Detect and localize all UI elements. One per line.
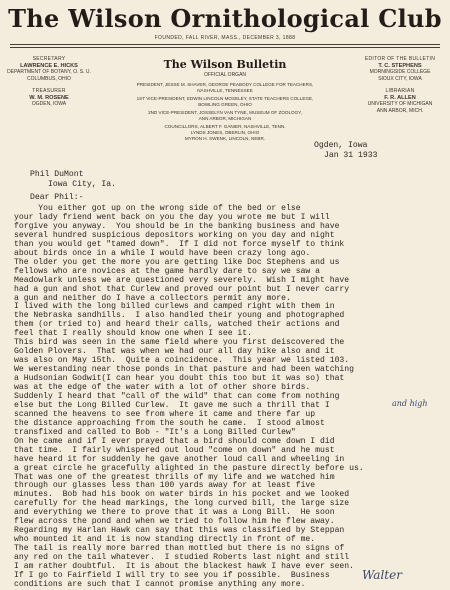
body-line: carefully for the head markings, the long curved bill, the large size bbox=[14, 499, 350, 509]
body-line: If I go to Fairfield I will try to see you if possible. Business bbox=[14, 570, 330, 580]
body-line: your lady friend went back on you the day you wrote me but I will bbox=[14, 212, 330, 222]
secretary-name: LAWRENCE E. HICKS bbox=[20, 62, 78, 69]
body-line: that time. I fairly whispered out loud "come on down" and he must bbox=[14, 445, 335, 455]
body-line: Golden Plovers. That was when we had our all day hike also and it bbox=[14, 347, 335, 357]
editor-org: MORNINGSIDE COLLEGE bbox=[369, 69, 431, 75]
body-line: and everything we there to prove that it was a Long Bill. He soon bbox=[14, 508, 335, 518]
body-line: else but the Long Billed Curlew. It gave me such a thrill that I bbox=[14, 400, 330, 410]
officer-line: MYRON H. SWENK, LINCOLN, NEBR. bbox=[184, 136, 266, 141]
body-line: a great circle he gracefully alighted in the pasture directly before us. bbox=[14, 463, 364, 473]
secretary-city: COLUMBUS, OHIO bbox=[27, 75, 71, 82]
body-line: The tail is really more barred than mottled but there is no signs of bbox=[14, 544, 345, 554]
body-line: Suddenly I heard that "call of the wild" that can come from nothing bbox=[14, 391, 340, 401]
officer-line: 2ND VICE-PRESIDENT, JOSSELYN VAN TYNE, MUSEUM OF ZOOLOGY, bbox=[148, 110, 302, 115]
body-line: was at the edge of the water with a lot of other shore birds. bbox=[14, 383, 311, 392]
letter-date: Jan 31 1933 bbox=[324, 151, 378, 160]
body-line: than you would get "tamed down". If I did not force myself to think bbox=[14, 239, 345, 249]
officer-line: 1ST VICE-PRESIDENT, EDWIN LINCOLN MOSELEY, STATE TEACHERS COLLEGE, bbox=[136, 96, 314, 101]
body-line: This bird was seen in the same field where you first deiscovered the bbox=[14, 338, 345, 348]
body-line: fellows who are novices at the game hardly dare to say we saw a bbox=[14, 266, 320, 276]
officer-line: PRESIDENT, JESSE M. SHAVER, GEORGE PEABODY COLLEGE FOR TEACHERS, bbox=[136, 82, 314, 87]
recipient-city: Iowa City, Ia. bbox=[48, 180, 116, 189]
body-line: The older you get the more you are getting like Doc Stephens and us bbox=[14, 257, 340, 267]
body-line: conditions are such that I cannot promise anything any more. bbox=[14, 579, 306, 589]
body-line: who mounted it and it is now standing directly in front of me. bbox=[14, 535, 316, 545]
body-line: through our glasses less than 100 yards away for at least five bbox=[14, 481, 316, 491]
body-line: I am rather doubtful. It is about the blackest hawk I have ever seen. bbox=[14, 562, 354, 571]
body-line: transfixed and called to Bob - "It's a Long Billed Curlew" bbox=[14, 427, 296, 437]
body-line: about birds once in a while I would have been crazy long ago. bbox=[14, 248, 311, 258]
editor-label: EDITOR OF THE BULLETIN bbox=[364, 56, 436, 62]
treasurer-city: OGDEN, IOWA bbox=[31, 101, 67, 107]
body-line: Meadowlark unless we are questioned very severely. Wish I might have bbox=[14, 275, 350, 285]
body-line: a Hudsonian Godwit(I can hear you doubt this too but it was so) that bbox=[14, 374, 345, 384]
librarian-name: F. R. ALLEN bbox=[384, 94, 416, 101]
body-line: the Nebraska sandhills. I also handled their young and photographed bbox=[14, 311, 345, 321]
officer-line: LYNDS JONES, OBERLIN, OHIO bbox=[190, 130, 260, 135]
body-line: feel that I really should know one when I see it. bbox=[14, 329, 252, 339]
body-line: a gun and neither do I have a collectors permit any more. bbox=[14, 293, 291, 303]
body-line: have heard it for suddenly he gave another loud call and wheeling in bbox=[14, 454, 345, 464]
body-line: scanned the heavens to see from where it came and there far up bbox=[14, 409, 316, 419]
librarian-city: ANN ARBOR, MICH. bbox=[376, 107, 424, 114]
officer-line: COUNCILLORS, ALBERT F. GANIER, NASHVILLE, TENN. bbox=[164, 124, 286, 129]
officer-line: BOWLING GREEN, OHIO bbox=[198, 102, 252, 107]
body-line: I lived with the long billed curlews and camped right with them in bbox=[14, 302, 335, 312]
salutation: Dear Phil:- bbox=[30, 193, 84, 202]
body-line: Regarding my Harlan Hawk can say that this was classified by Steppan bbox=[14, 526, 345, 536]
body-line: several hundred suspicious depositors working on you day and night bbox=[14, 230, 335, 240]
body-line: We werestanding near those ponds in that pasture and had been watching bbox=[14, 365, 354, 375]
librarian-label: LIBRARIAN bbox=[385, 88, 415, 94]
body-line: them (or tried to) and heard their calls, watched their actions and bbox=[14, 320, 340, 330]
handwritten-insert: and high bbox=[392, 399, 428, 408]
header-rule-top bbox=[10, 44, 440, 45]
body-line: forgive you anyway. You should be in the banking business and have bbox=[14, 221, 340, 231]
body-line: had a gun and shot that Curlew and proved our point but I never carry bbox=[14, 284, 350, 294]
body-line: minutes. Bob had his book on water birds in his pocket and we looked bbox=[14, 490, 350, 500]
body-line: You either got up on the wrong side of the bed or else bbox=[14, 204, 301, 213]
treasurer-name: W. M. ROSENE bbox=[29, 94, 69, 101]
body-line: That was one of the greatest thrills of my life and we watched him bbox=[14, 472, 335, 482]
bulletin-title: The Wilson Bulletin bbox=[163, 58, 287, 71]
founded-line: FOUNDED, FALL RIVER, MASS., DECEMBER 3, 1888 bbox=[154, 35, 296, 41]
signature: Walter bbox=[362, 568, 402, 582]
secretary-dept: DEPARTMENT OF BOTANY, O. S. U. bbox=[7, 69, 91, 75]
officer-line: NASHVILLE, TENNESSEE bbox=[197, 88, 253, 93]
officer-line: ANN ARBOR, MICHIGAN bbox=[198, 116, 252, 121]
editor-city: SIOUX CITY, IOWA bbox=[378, 75, 422, 82]
body-line: On he came and if I ever prayed that a bird should come down I did bbox=[14, 436, 335, 446]
treasurer-label: TREASURER bbox=[32, 88, 66, 94]
secretary-label: SECRETARY bbox=[32, 56, 66, 62]
body-line: flew across the pond and when we tried to follow him he flew away. bbox=[14, 517, 335, 527]
club-masthead: The Wilson Ornithological Club bbox=[8, 4, 442, 33]
librarian-org: UNIVERSITY OF MICHIGAN bbox=[367, 101, 433, 107]
recipient-name: Phil DuMont bbox=[30, 170, 84, 179]
editor-name: T. C. STEPHENS bbox=[378, 62, 422, 69]
body-line: the distance approaching from the south he came. I stood almost bbox=[14, 418, 325, 428]
header-rule-bottom bbox=[10, 47, 440, 48]
body-line: any red on the tail whatever. I studied Roberts last night and still bbox=[14, 553, 350, 563]
letter-place: Ogden, Iowa bbox=[314, 141, 368, 150]
official-organ-label: OFFICIAL ORGAN bbox=[203, 72, 247, 78]
body-line: was also on May 15th. Quite a coincidence. This year we listed 103. bbox=[14, 356, 350, 366]
